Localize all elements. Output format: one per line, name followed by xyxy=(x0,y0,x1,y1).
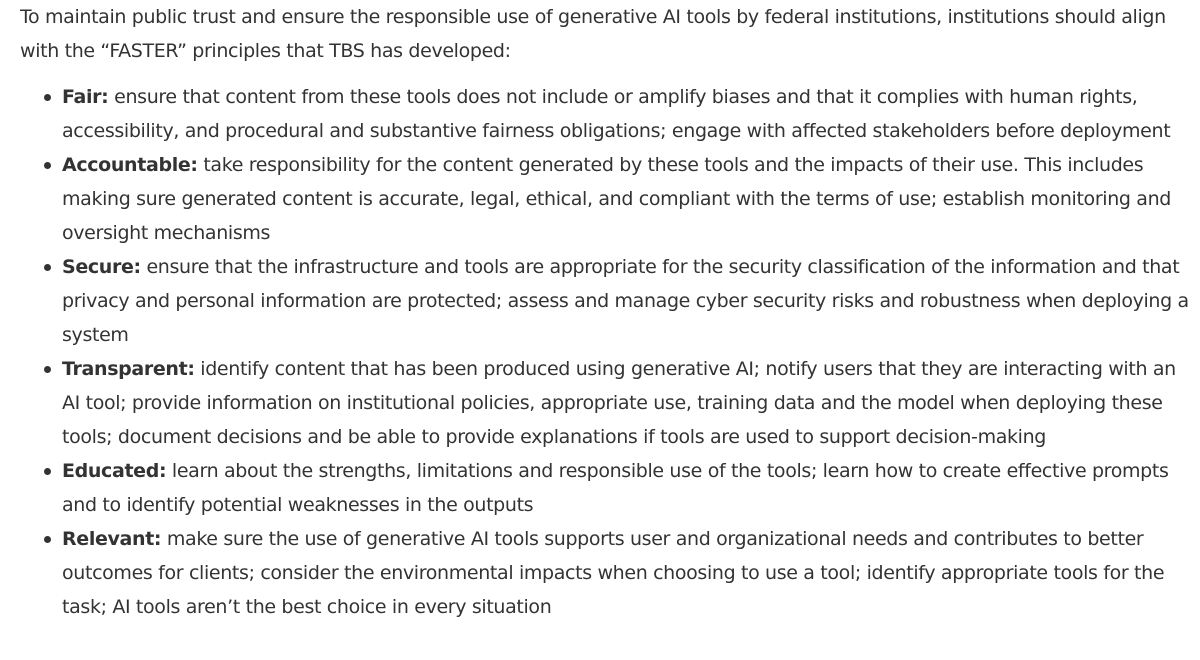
principle-term: Educated: xyxy=(62,460,167,482)
principle-item-relevant xyxy=(20,522,1192,624)
principle-term: Fair: xyxy=(62,86,109,108)
principle-item-fair xyxy=(20,80,1192,148)
bullet-icon xyxy=(44,94,51,101)
principle-description: make sure the use of generative AI tools supports user and organizational needs and contributes to better outcomes for clients; consider the environmental impacts when choosing to use a tool; identify appropriate tools for the task; AI tools aren’t the best choice in every situation xyxy=(62,528,1165,618)
bullet-icon xyxy=(44,468,51,475)
principle-item-accountable xyxy=(20,148,1192,250)
bullet-icon xyxy=(44,162,51,169)
bullet-icon xyxy=(44,366,51,373)
principles-list xyxy=(20,80,1192,624)
principle-term: Secure: xyxy=(62,256,141,278)
principle-description: learn about the strengths, limitations and responsible use of the tools; learn how to create effective prompts and to identify potential weaknesses in the outputs xyxy=(62,460,1169,516)
principle-term: Accountable: xyxy=(62,154,198,176)
principle-description: identify content that has been produced using generative AI; notify users that they are interacting with an AI tool; provide information on institutional policies, appropriate use, training data and the model when deploying these tools; document decisions and be able to provide explanations if tools are used to support decision-making xyxy=(62,358,1176,448)
principle-description: ensure that the infrastructure and tools are appropriate for the security classification of the information and that privacy and personal information are protected; assess and manage cyber security risks and robustness when deploying a system xyxy=(62,256,1189,346)
principle-item-transparent xyxy=(20,352,1192,454)
document-body xyxy=(20,0,1192,624)
principle-item-educated xyxy=(20,454,1192,522)
principle-description: ensure that content from these tools does not include or amplify biases and that it complies with human rights, accessibility, and procedural and substantive fairness obligations; engage with affected stakeholders before deployment xyxy=(62,86,1171,142)
principle-term: Transparent: xyxy=(62,358,195,380)
bullet-icon xyxy=(44,536,51,543)
principle-description: take responsibility for the content generated by these tools and the impacts of their use. This includes making sure generated content is accurate, legal, ethical, and compliant with the terms of use; establish monitoring and oversight mechanisms xyxy=(62,154,1172,244)
intro-paragraph: To maintain public trust and ensure the responsible use of generative AI tools by federal institutions, institutions should align with the “FASTER” principles that TBS has developed: xyxy=(20,6,1166,62)
principle-item-secure xyxy=(20,250,1192,352)
bullet-icon xyxy=(44,264,51,271)
principle-term: Relevant: xyxy=(62,528,162,550)
